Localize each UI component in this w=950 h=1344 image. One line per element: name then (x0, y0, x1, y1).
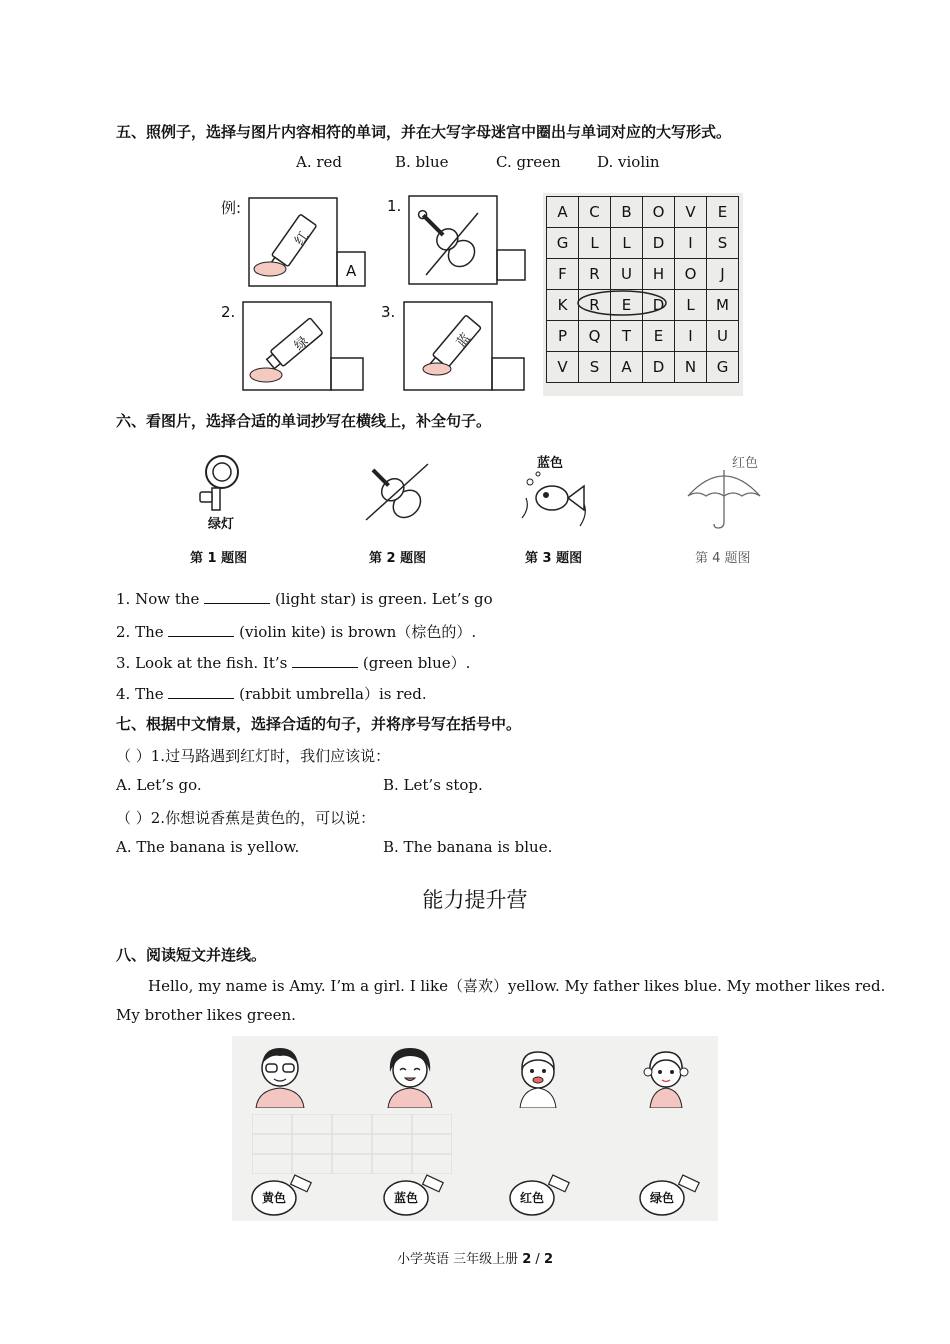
maze-cell[interactable]: S (707, 228, 739, 259)
violin-picture-2 (358, 458, 436, 528)
bubble-green[interactable]: 绿色 (650, 1191, 675, 1205)
maze-cell[interactable]: P (547, 321, 579, 352)
maze-row (547, 197, 739, 228)
maze-cell[interactable]: V (675, 197, 707, 228)
answer-blank-4[interactable] (168, 686, 234, 699)
maze-cell[interactable]: J (707, 259, 739, 290)
maze-cell[interactable]: E (707, 197, 739, 228)
passage-line-1: Hello, my name is Amy. I’m a girl. I like（喜欢）yellow. My father likes blue. My mother likes red. (148, 977, 886, 995)
maze-row (547, 352, 739, 383)
maze-cell[interactable]: K (547, 290, 579, 321)
maze-cell[interactable]: M (707, 290, 739, 321)
maze-cell[interactable]: U (611, 259, 643, 290)
maze-cell[interactable]: L (675, 290, 707, 321)
red-tube-label: 红 (292, 229, 313, 249)
father-picture (250, 1042, 310, 1108)
option-c: C. green (496, 153, 561, 171)
q2-option-a: A. The banana is yellow. (116, 838, 300, 856)
bubble-yellow[interactable]: 黄色 (262, 1191, 287, 1205)
sentence-2: 2. The (violin kite) is brown（棕色的）. (116, 623, 477, 641)
red-circle-mark (576, 289, 668, 317)
maze-cell[interactable]: S (579, 352, 611, 383)
page-number: 2 (522, 1252, 532, 1267)
page-footer: 小学英语 三年级上册 2 / 2 (396, 1252, 553, 1267)
maze-cell[interactable]: U (707, 321, 739, 352)
maze-cell[interactable]: L (579, 228, 611, 259)
matching-panel (232, 1036, 718, 1221)
maze-row (547, 321, 739, 352)
maze-cell[interactable]: O (643, 197, 675, 228)
sentence-1: 1. Now the (light star) is green. Let’s go (116, 590, 493, 608)
sentence-4: 4. The (rabbit umbrella）is red. (116, 685, 427, 703)
section7-heading: 七、根据中文情景，选择合适的句子，并将序号写在括号中。 (116, 715, 522, 733)
violin-picture (408, 195, 528, 287)
traffic-light-picture (190, 450, 250, 516)
red-label: 红色 (732, 456, 759, 471)
maze-cell[interactable]: N (675, 352, 707, 383)
item1-label: 1. (387, 197, 402, 215)
brother-picture (510, 1044, 566, 1108)
maze-cell[interactable]: V (547, 352, 579, 383)
maze-cell[interactable]: Q (579, 321, 611, 352)
blue-label: 蓝色 (537, 456, 564, 471)
fish-picture (518, 468, 592, 530)
amy-picture (638, 1044, 694, 1108)
maze-cell[interactable]: G (707, 352, 739, 383)
caption-4: 第 4 题图 (695, 551, 751, 566)
maze-cell[interactable]: D (643, 228, 675, 259)
section6-heading: 六、看图片，选择合适的单词抄写在横线上，补全句子。 (116, 412, 492, 430)
section-title: 能力提升营 (422, 888, 528, 912)
example-label: 例: (221, 199, 242, 217)
maze-cell[interactable]: I (675, 321, 707, 352)
sentence-3: 3. Look at the fish. It’s (green blue）. (116, 654, 471, 672)
green-light-label: 绿灯 (208, 517, 235, 532)
passage-line-2: My brother likes green. (116, 1006, 296, 1024)
blue-tube-label: 蓝 (454, 330, 474, 351)
option-b: B. blue (395, 153, 449, 171)
answer-blank-2[interactable] (168, 624, 234, 637)
section8-heading: 八、阅读短文并连线。 (116, 946, 267, 964)
item2-label: 2. (221, 303, 236, 321)
maze-cell[interactable]: G (547, 228, 579, 259)
maze-cell[interactable]: O (675, 259, 707, 290)
maze-cell[interactable]: R (579, 290, 611, 321)
maze-cell[interactable]: C (579, 197, 611, 228)
q2-option-b: B. The banana is blue. (383, 838, 553, 856)
maze-cell[interactable]: R (579, 259, 611, 290)
caption-3: 第 3 题图 (525, 551, 583, 566)
option-a: A. red (296, 153, 343, 171)
green-tube-label: 绿 (291, 334, 312, 354)
letter-maze-panel (543, 193, 743, 396)
maze-cell[interactable]: I (675, 228, 707, 259)
maze-row (547, 259, 739, 290)
section5-heading: 五、照例子，选择与图片内容相符的单词，并在大写字母迷宫中圈出与单词对应的大写形式。 (116, 123, 732, 141)
umbrella-picture (684, 462, 764, 532)
option-d: D. violin (597, 153, 660, 171)
maze-cell[interactable]: H (643, 259, 675, 290)
maze-cell[interactable]: E (643, 321, 675, 352)
maze-cell[interactable]: F (547, 259, 579, 290)
maze-cell[interactable]: D (643, 290, 675, 321)
maze-cell[interactable]: A (547, 197, 579, 228)
example-answer: A (346, 262, 357, 280)
maze-cell[interactable]: E (611, 290, 643, 321)
maze-cell[interactable]: T (611, 321, 643, 352)
caption-1: 第 1 题图 (190, 551, 248, 566)
maze-cell[interactable]: B (611, 197, 643, 228)
question-2: （ ）2.你想说香蕉是黄色的，可以说： (116, 809, 376, 827)
question-1: （ ）1.过马路遇到红灯时，我们应该说： (116, 747, 391, 765)
bubble-blue[interactable]: 蓝色 (394, 1191, 419, 1205)
answer-blank-3[interactable] (292, 655, 358, 668)
answer-blank-1[interactable] (204, 591, 270, 604)
bubble-red[interactable]: 红色 (520, 1191, 545, 1205)
mother-picture (380, 1042, 440, 1108)
q1-option-a: A. Let’s go. (116, 776, 202, 794)
caption-2: 第 2 题图 (369, 551, 427, 566)
background-grid (252, 1114, 452, 1174)
item3-label: 3. (381, 303, 396, 321)
maze-cell[interactable]: D (643, 352, 675, 383)
q1-option-b: B. Let’s stop. (383, 776, 483, 794)
page-total: 2 (543, 1252, 553, 1267)
maze-cell[interactable]: L (611, 228, 643, 259)
maze-row (547, 228, 739, 259)
maze-cell[interactable]: A (611, 352, 643, 383)
